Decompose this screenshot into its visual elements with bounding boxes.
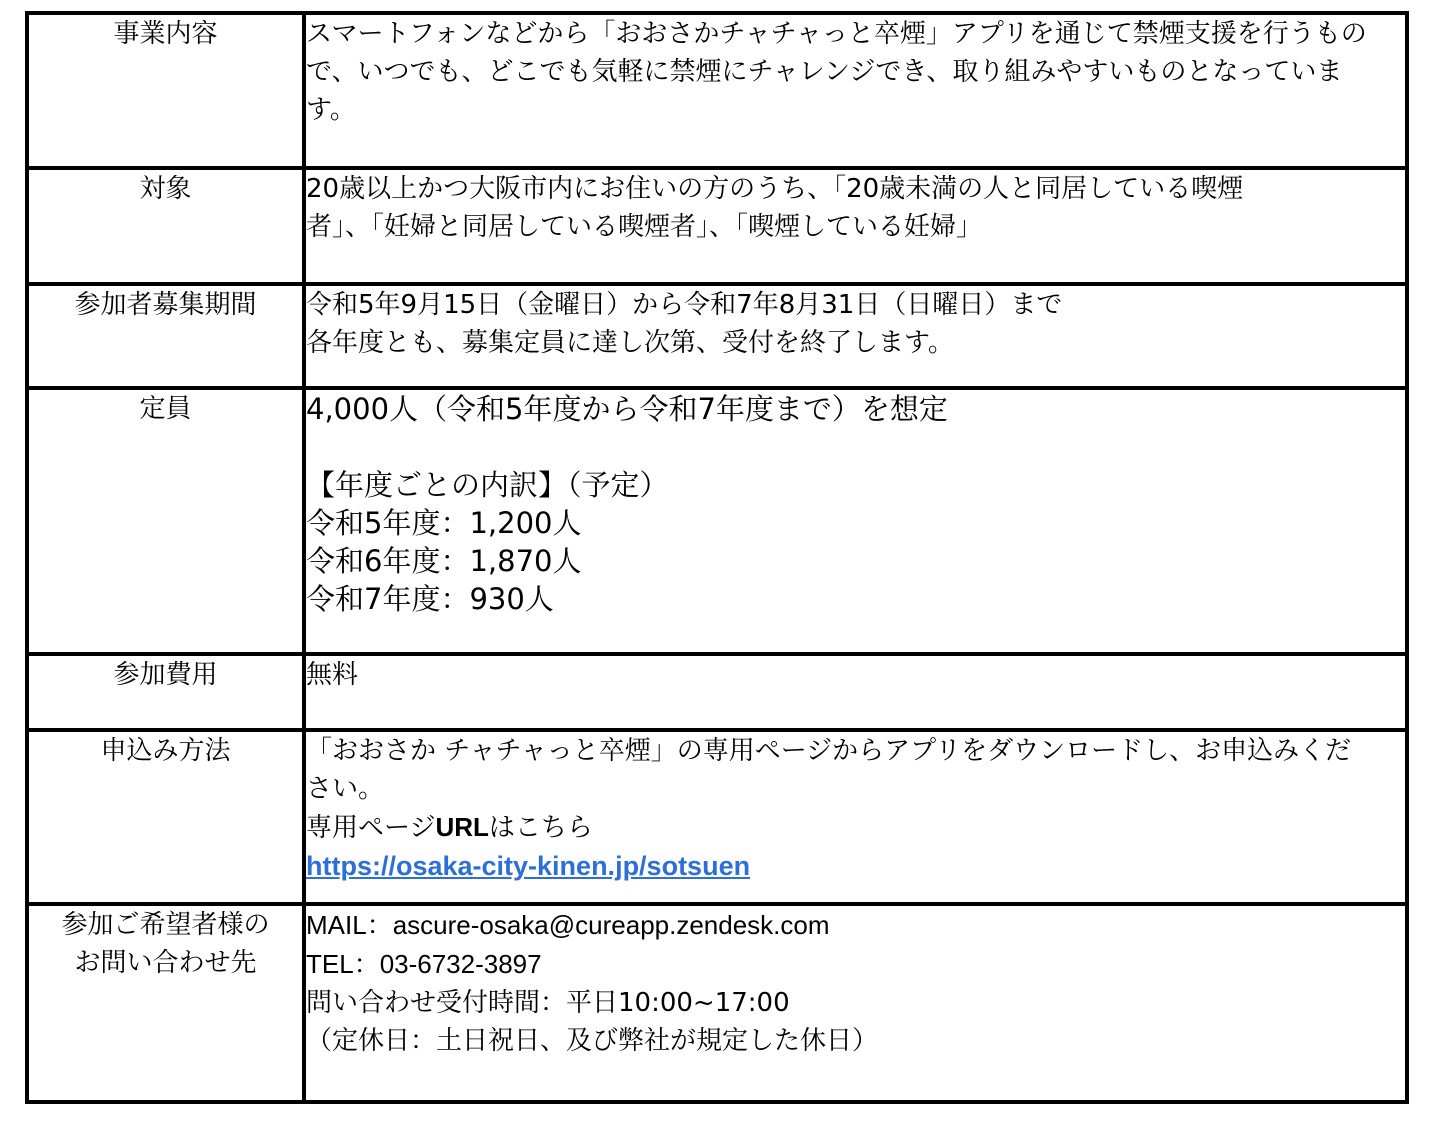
row-period (27, 284, 1407, 388)
capacity-total: 4,000人（令和5年度から令和7年度まで）を想定 (306, 392, 948, 426)
row-fee (27, 654, 1407, 730)
capacity-spacer (306, 428, 1405, 466)
target-label: 対象 (27, 168, 304, 284)
apply-url-word: URL (435, 812, 489, 842)
apply-label: 申込み方法 (27, 730, 304, 904)
overview-value (304, 13, 1407, 168)
contact-tel-label: TEL： (306, 949, 380, 979)
row-target (27, 168, 1407, 284)
apply-url-suffix: はこちら (488, 813, 593, 843)
contact-label-line: 参加ご希望者様の (61, 910, 270, 940)
row-capacity (27, 388, 1407, 654)
capacity-value (304, 388, 1407, 654)
target-value (304, 168, 1407, 284)
apply-value (304, 730, 1407, 904)
contact-holidays: （定休日：土日祝日、及び弊社が規定した休日） (306, 1026, 879, 1056)
apply-line: 「おおさか チャチャっと卒煙」の専用ページからアプリをダウンロードし、お申込みくだ (306, 736, 1352, 766)
period-label: 参加者募集期間 (27, 284, 304, 388)
contact-mail-label: MAIL： (306, 910, 393, 940)
fee-value (304, 654, 1407, 730)
contact-value (304, 904, 1407, 1102)
target-line: 20歳以上かつ大阪市内にお住いの方のうち、「20歳未満の人と同居している喫煙 (306, 174, 1244, 204)
capacity-breakdown-title: 【年度ごとの内訳】（予定） (306, 468, 669, 502)
contact-mail (306, 906, 1405, 945)
period-value (304, 284, 1407, 388)
apply-url-caption (306, 808, 1405, 847)
contact-hours: 問い合わせ受付時間：平日10:00~17:00 (306, 988, 790, 1018)
apply-url-line (306, 847, 1405, 886)
fee-text: 無料 (306, 660, 359, 690)
period-line: 令和5年9月15日（金曜日）から令和7年8月31日（日曜日）まで (306, 290, 1063, 320)
target-line: 者」、「妊婦と同居している喫煙者」、「喫煙している妊婦」 (306, 212, 983, 242)
capacity-breakdown-item: 令和6年度：1,870人 (306, 544, 582, 578)
apply-line: さい。 (306, 774, 385, 804)
contact-label-line: お問い合わせ先 (74, 948, 257, 978)
overview-line: で、いつでも、どこでも気軽に禁煙にチャレンジでき、取り組みやすいものとなっていま (306, 57, 1343, 87)
overview-label: 事業内容 (27, 13, 304, 168)
row-apply (27, 730, 1407, 904)
sotsuen-page-link[interactable]: https://osaka-city-kinen.jp/sotsuen (306, 851, 751, 881)
overview-line: す。 (306, 95, 356, 125)
contact-mail-address[interactable]: ascure-osaka@cureapp.zendesk.com (392, 910, 830, 940)
apply-url-prefix: 専用ページ (306, 813, 436, 843)
fee-label: 参加費用 (27, 654, 304, 730)
capacity-breakdown-item: 令和5年度：1,200人 (306, 506, 582, 540)
period-line: 各年度とも、募集定員に達し次第、受付を終了します。 (306, 328, 954, 358)
contact-label (27, 904, 304, 1102)
overview-line: スマートフォンなどから「おおさかチャチャっと卒煙」アプリを通じて禁煙支援を行うもの (306, 19, 1367, 49)
contact-tel-number: 03-6732-3897 (379, 949, 542, 979)
row-contact (27, 904, 1407, 1102)
contact-tel (306, 945, 1405, 984)
capacity-label: 定員 (27, 388, 304, 654)
row-overview (27, 13, 1407, 168)
info-table (25, 11, 1409, 1104)
capacity-breakdown-item: 令和7年度：930人 (306, 582, 554, 616)
